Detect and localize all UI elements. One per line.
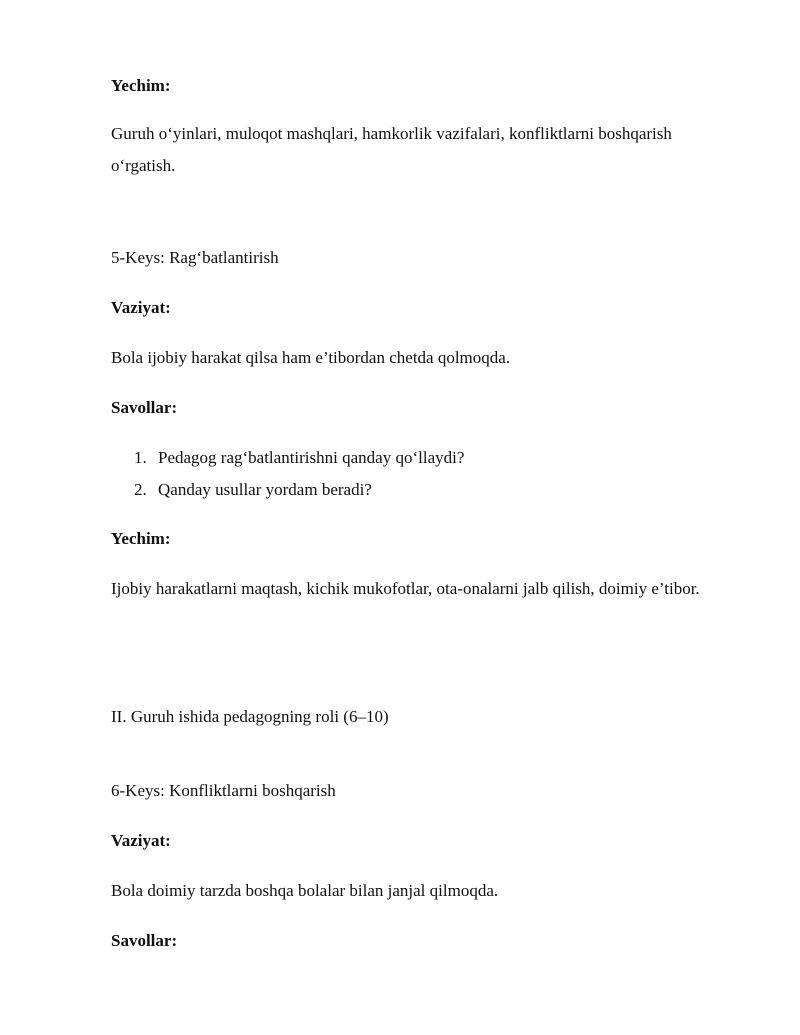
- heading-savollar: Savollar:: [111, 398, 178, 417]
- paragraph-solution: Guruh o‘yinlari, muloqot mashqlari, hamkorlik vazifalari, konfliktlarni boshqarish o‘rgatish.: [111, 124, 672, 175]
- list-number: 2.: [134, 480, 147, 499]
- list-item: [134, 474, 372, 506]
- list-item: [134, 442, 464, 474]
- heading-yechim: Yechim:: [111, 529, 171, 548]
- list-text: Pedagog rag‘batlantirishni qanday qo‘llaydi?: [158, 448, 465, 467]
- section-title: II. Guruh ishida pedagogning roli (6–10): [111, 707, 389, 726]
- heading-savollar: Savollar:: [111, 931, 178, 950]
- list-text: Qanday usullar yordam beradi?: [158, 480, 372, 499]
- heading-yechim: Yechim:: [111, 76, 171, 95]
- paragraph-situation: Bola ijobiy harakat qilsa ham e’tibordan chetda qolmoqda.: [111, 348, 511, 367]
- case-title-5: 5-Keys: Rag‘batlantirish: [111, 248, 279, 267]
- paragraph-situation: Bola doimiy tarzda boshqa bolalar bilan janjal qilmoqda.: [111, 881, 499, 900]
- case-title-6: 6-Keys: Konfliktlarni boshqarish: [111, 781, 336, 800]
- heading-vaziyat: Vaziyat:: [111, 831, 171, 850]
- list-number: 1.: [134, 448, 147, 467]
- paragraph-solution: Ijobiy harakatlarni maqtash, kichik mukofotlar, ota-onalarni jalb qilish, doimiy e’tibor.: [111, 579, 700, 598]
- heading-vaziyat: Vaziyat:: [111, 298, 171, 317]
